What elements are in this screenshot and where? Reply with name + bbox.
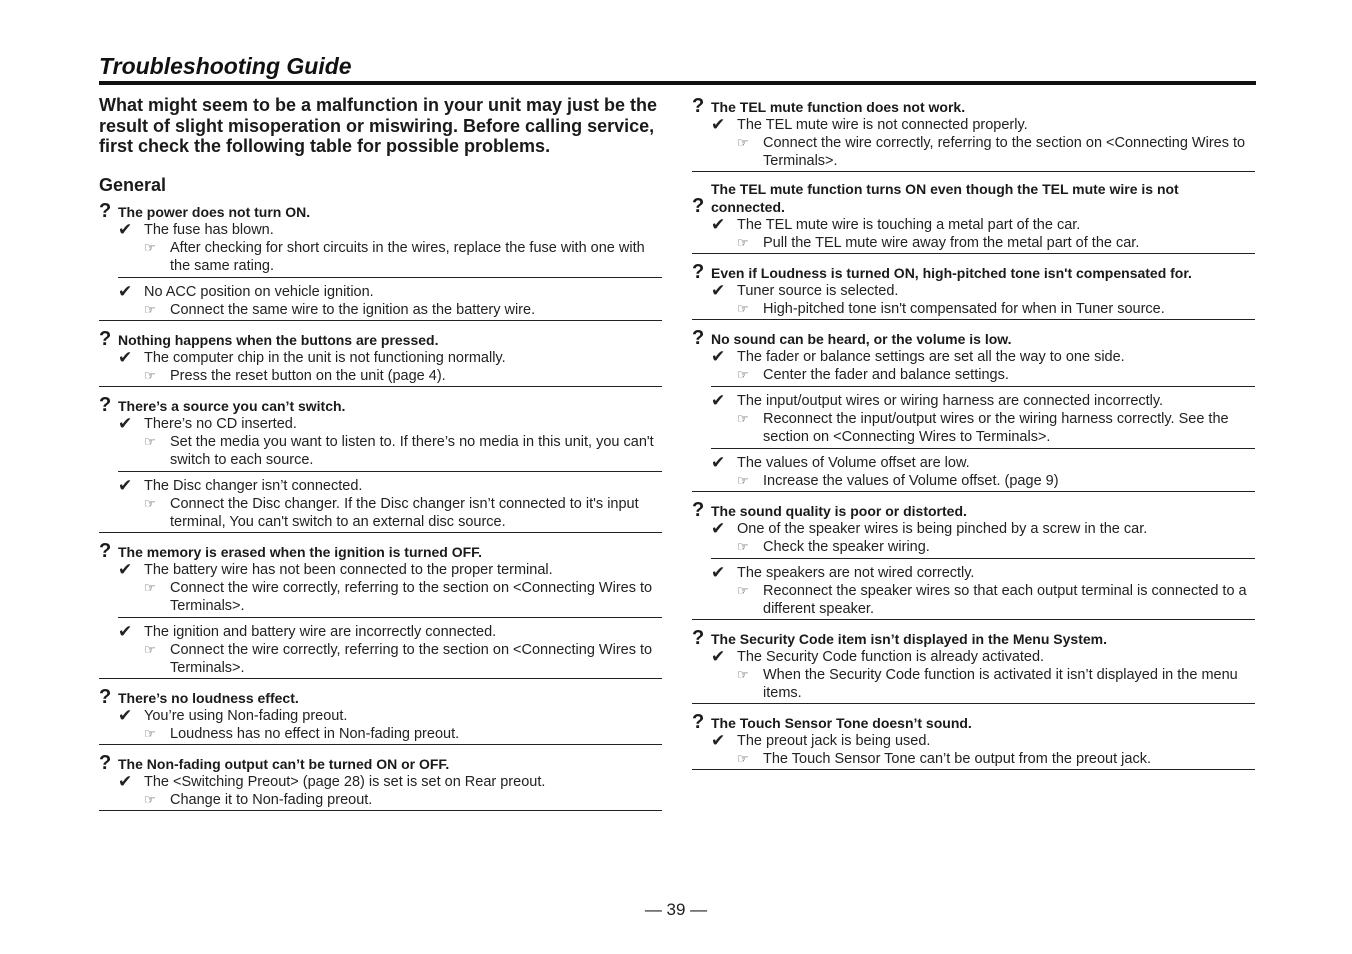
problem-question-row xyxy=(99,395,662,415)
remedy-text: Connect the wire correctly, referring to the section on <Connecting Wires to Terminals>. xyxy=(763,135,1246,169)
cause-row xyxy=(711,216,1255,234)
checkmark-icon: ✔ xyxy=(118,559,133,579)
cause-block xyxy=(711,520,1255,556)
problem-question: The TEL mute function does not work. xyxy=(711,99,966,115)
remedy-row xyxy=(737,538,1255,556)
pointing-hand-icon: ☞ xyxy=(144,367,156,383)
cause-text: The fuse has blown. xyxy=(144,221,274,238)
remedy-text: Pull the TEL mute wire away from the metal part of the car. xyxy=(763,235,1140,251)
remedy-text: Reconnect the input/output wires or the wiring harness correctly. See the section on <Connecting Wires to Terminals>. xyxy=(763,411,1229,445)
problem-item xyxy=(99,687,662,745)
problem-question-row xyxy=(692,500,1255,520)
cause-text: The preout jack is being used. xyxy=(737,733,931,749)
cause-block xyxy=(118,349,662,385)
cause-row xyxy=(118,773,662,791)
pointing-hand-icon: ☞ xyxy=(144,579,156,595)
problem-question: The Non-fading output can’t be turned ON or OFF. xyxy=(118,755,450,772)
question-mark-icon: ? xyxy=(99,685,112,708)
remedy-text: Reconnect the speaker wires so that each output terminal is connected to a different speaker. xyxy=(763,583,1247,617)
cause-row xyxy=(118,561,662,579)
cause-row xyxy=(711,520,1255,538)
problem-question: The Security Code item isn’t displayed in the Menu System. xyxy=(711,631,1107,647)
remedy-text: Loudness has no effect in Non-fading preout. xyxy=(170,725,460,742)
problem-question-row xyxy=(692,712,1255,732)
problem-question-row xyxy=(692,262,1255,282)
problem-item xyxy=(99,753,662,811)
pointing-hand-icon: ☞ xyxy=(737,235,749,250)
problem-question: The Touch Sensor Tone doesn’t sound. xyxy=(711,715,972,731)
problem-question: There’s no loudness effect. xyxy=(118,689,299,706)
page-number: — 39 — xyxy=(644,900,708,919)
pointing-hand-icon: ☞ xyxy=(737,539,749,554)
pointing-hand-icon: ☞ xyxy=(737,135,749,150)
cause-text: No ACC position on vehicle ignition. xyxy=(144,283,374,300)
remedy-text: Center the fader and balance settings. xyxy=(763,367,1009,383)
remedy-text: Check the speaker wiring. xyxy=(763,539,930,555)
remedy-row xyxy=(737,666,1255,702)
remedy-text: Connect the same wire to the ignition as the battery wire. xyxy=(170,301,536,318)
title-rule xyxy=(99,81,1256,85)
cause-block xyxy=(118,707,662,743)
cause-row xyxy=(711,348,1255,366)
cause-row xyxy=(711,116,1255,134)
problem-question: There’s a source you can’t switch. xyxy=(118,397,346,414)
pointing-hand-icon: ☞ xyxy=(737,751,749,766)
checkmark-icon: ✔ xyxy=(118,219,133,239)
cause-block xyxy=(711,386,1255,446)
checkmark-icon: ✔ xyxy=(711,647,726,666)
question-mark-icon: ? xyxy=(692,711,705,733)
question-mark-icon: ? xyxy=(692,499,705,521)
problem-item xyxy=(692,712,1255,770)
problem-question: The power does not turn ON. xyxy=(118,203,311,220)
checkmark-icon: ✔ xyxy=(711,281,726,300)
question-mark-icon: ? xyxy=(692,95,705,117)
problem-item xyxy=(692,328,1255,492)
pointing-hand-icon: ☞ xyxy=(737,411,749,426)
problem-item xyxy=(99,395,662,533)
cause-row xyxy=(711,732,1255,750)
problem-question-row xyxy=(99,201,662,221)
remedy-text: Connect the wire correctly, referring to the section on <Connecting Wires to Terminals>. xyxy=(170,641,653,676)
cause-text: The computer chip in the unit is not functioning normally. xyxy=(144,349,506,366)
checkmark-icon: ✔ xyxy=(711,519,726,538)
remedy-row xyxy=(737,582,1255,618)
right-column xyxy=(692,96,1255,778)
cause-text: The battery wire has not been connected to the proper terminal. xyxy=(144,561,553,578)
question-mark-icon: ? xyxy=(692,627,705,649)
cause-block xyxy=(118,471,662,531)
cause-row xyxy=(711,648,1255,666)
remedy-row xyxy=(737,750,1255,768)
cause-row xyxy=(118,707,662,725)
cause-block xyxy=(118,221,662,275)
pointing-hand-icon: ☞ xyxy=(737,667,749,682)
checkmark-icon: ✔ xyxy=(118,347,133,367)
question-mark-icon: ? xyxy=(692,327,705,349)
remedy-row xyxy=(737,410,1255,446)
cause-row xyxy=(118,283,662,301)
question-mark-icon: ? xyxy=(692,195,705,217)
checkmark-icon: ✔ xyxy=(711,115,726,134)
cause-row xyxy=(118,221,662,239)
remedy-row xyxy=(144,641,662,677)
question-mark-icon: ? xyxy=(99,199,112,222)
cause-text: The input/output wires or wiring harness are connected incorrectly. xyxy=(737,393,1164,409)
checkmark-icon: ✔ xyxy=(711,347,726,366)
checkmark-icon: ✔ xyxy=(118,413,133,433)
cause-text: The <Switching Preout> (page 28) is set is set on Rear preout. xyxy=(144,773,546,790)
problem-item xyxy=(99,329,662,387)
intro-paragraph: What might seem to be a malfunction in your unit may just be the result of slight misoperation or miswiring. Before calling service, first check the following table for possible problems. xyxy=(99,95,658,156)
cause-row xyxy=(711,564,1255,582)
cause-text: You’re using Non-fading preout. xyxy=(144,707,348,724)
cause-text: The TEL mute wire is touching a metal part of the car. xyxy=(737,217,1081,233)
cause-text: The Disc changer isn’t connected. xyxy=(144,477,363,494)
problem-item xyxy=(692,262,1255,320)
left-problem-list xyxy=(99,201,662,811)
cause-block xyxy=(711,648,1255,702)
problem-question: Nothing happens when the buttons are pressed. xyxy=(118,331,439,348)
question-mark-icon: ? xyxy=(99,539,112,562)
problem-question: The sound quality is poor or distorted. xyxy=(711,503,967,519)
checkmark-icon: ✔ xyxy=(711,391,726,410)
pointing-hand-icon: ☞ xyxy=(737,301,749,316)
problem-question: The TEL mute function turns ON even though the TEL mute wire is not connected. xyxy=(711,181,1179,215)
remedy-text: Change it to Non-fading preout. xyxy=(170,791,373,808)
checkmark-icon: ✔ xyxy=(118,705,133,725)
cause-block xyxy=(711,282,1255,318)
checkmark-icon: ✔ xyxy=(711,563,726,582)
remedy-text: Connect the Disc changer. If the Disc changer isn’t connected to it's input terminal, You can't switch to an external disc source. xyxy=(170,495,639,530)
cause-block xyxy=(118,415,662,469)
checkmark-icon: ✔ xyxy=(711,453,726,472)
cause-block xyxy=(118,277,662,319)
cause-text: Tuner source is selected. xyxy=(737,283,899,299)
pointing-hand-icon: ☞ xyxy=(144,433,156,449)
remedy-text: After checking for short circuits in the wires, replace the fuse with one with the same rating. xyxy=(170,239,645,274)
remedy-row xyxy=(737,472,1255,490)
remedy-row xyxy=(144,495,662,531)
pointing-hand-icon: ☞ xyxy=(737,583,749,598)
problem-question-row xyxy=(99,329,662,349)
remedy-row xyxy=(144,301,662,319)
cause-block xyxy=(118,773,662,809)
problem-item xyxy=(692,500,1255,620)
cause-text: The values of Volume offset are low. xyxy=(737,455,970,471)
cause-row xyxy=(711,392,1255,410)
cause-block xyxy=(711,116,1255,170)
problem-item xyxy=(99,541,662,679)
problem-question-row xyxy=(99,687,662,707)
cause-text: The fader or balance settings are set all the way to one side. xyxy=(737,349,1125,365)
question-mark-icon: ? xyxy=(99,327,112,350)
pointing-hand-icon: ☞ xyxy=(144,301,156,317)
problem-question: Even if Loudness is turned ON, high-pitched tone isn't compensated for. xyxy=(711,265,1192,281)
remedy-row xyxy=(144,725,662,743)
checkmark-icon: ✔ xyxy=(711,215,726,234)
cause-block xyxy=(711,216,1255,252)
remedy-row xyxy=(737,366,1255,384)
pointing-hand-icon: ☞ xyxy=(737,473,749,488)
problem-question: The memory is erased when the ignition is turned OFF. xyxy=(118,543,483,560)
problem-item xyxy=(692,180,1255,254)
question-mark-icon: ? xyxy=(692,261,705,283)
cause-text: There’s no CD inserted. xyxy=(144,415,297,432)
right-problem-list xyxy=(692,96,1255,770)
pointing-hand-icon: ☞ xyxy=(144,641,156,657)
remedy-text: When the Security Code function is activated it isn’t displayed in the menu items. xyxy=(763,667,1238,701)
question-mark-icon: ? xyxy=(99,751,112,774)
pointing-hand-icon: ☞ xyxy=(144,239,156,255)
problem-question-row xyxy=(692,328,1255,348)
pointing-hand-icon: ☞ xyxy=(144,725,156,741)
problem-item xyxy=(692,96,1255,172)
problem-item xyxy=(99,201,662,321)
question-mark-icon: ? xyxy=(99,393,112,416)
checkmark-icon: ✔ xyxy=(711,731,726,750)
pointing-hand-icon: ☞ xyxy=(144,495,156,511)
remedy-text: Connect the wire correctly, referring to the section on <Connecting Wires to Terminals>. xyxy=(170,579,653,614)
cause-row xyxy=(711,454,1255,472)
problem-question-row xyxy=(692,628,1255,648)
checkmark-icon: ✔ xyxy=(118,771,133,791)
remedy-text: Set the media you want to listen to. If there’s no media in this unit, you can't switch to each source. xyxy=(170,433,654,468)
remedy-row xyxy=(737,300,1255,318)
remedy-text: Increase the values of Volume offset. (page 9) xyxy=(763,473,1059,489)
remedy-row xyxy=(144,367,662,385)
cause-text: One of the speaker wires is being pinched by a screw in the car. xyxy=(737,521,1148,537)
remedy-row xyxy=(737,234,1255,252)
problem-question-row xyxy=(99,541,662,561)
remedy-row xyxy=(737,134,1255,170)
remedy-text: Press the reset button on the unit (page 4). xyxy=(170,367,446,384)
cause-block xyxy=(711,558,1255,618)
cause-text: The TEL mute wire is not connected properly. xyxy=(737,117,1028,133)
cause-row xyxy=(118,477,662,495)
remedy-row xyxy=(144,433,662,469)
remedy-row xyxy=(144,791,662,809)
remedy-row xyxy=(144,579,662,615)
cause-row xyxy=(118,349,662,367)
checkmark-icon: ✔ xyxy=(118,621,133,641)
problem-question-row xyxy=(99,753,662,773)
section-heading: General xyxy=(99,174,167,195)
cause-text: The speakers are not wired correctly. xyxy=(737,565,975,581)
cause-block xyxy=(711,448,1255,490)
cause-row xyxy=(711,282,1255,300)
checkmark-icon: ✔ xyxy=(118,475,133,495)
cause-text: The ignition and battery wire are incorrectly connected. xyxy=(144,623,497,640)
remedy-text: High-pitched tone isn't compensated for when in Tuner source. xyxy=(763,301,1165,317)
checkmark-icon: ✔ xyxy=(118,281,133,301)
cause-text: The Security Code function is already activated. xyxy=(737,649,1045,665)
problem-question: No sound can be heard, or the volume is low. xyxy=(711,331,1012,347)
page-title: Troubleshooting Guide xyxy=(99,53,352,79)
problem-item xyxy=(692,628,1255,704)
problem-question-row xyxy=(692,96,1255,116)
problem-question-row xyxy=(692,180,1255,216)
pointing-hand-icon: ☞ xyxy=(144,791,156,807)
left-column xyxy=(99,95,662,819)
cause-row xyxy=(118,415,662,433)
cause-block xyxy=(118,617,662,677)
cause-block xyxy=(118,561,662,615)
remedy-row xyxy=(144,239,662,275)
cause-row xyxy=(118,623,662,641)
cause-block xyxy=(711,732,1255,768)
cause-block xyxy=(711,348,1255,384)
pointing-hand-icon: ☞ xyxy=(737,367,749,382)
remedy-text: The Touch Sensor Tone can’t be output from the preout jack. xyxy=(763,751,1151,767)
